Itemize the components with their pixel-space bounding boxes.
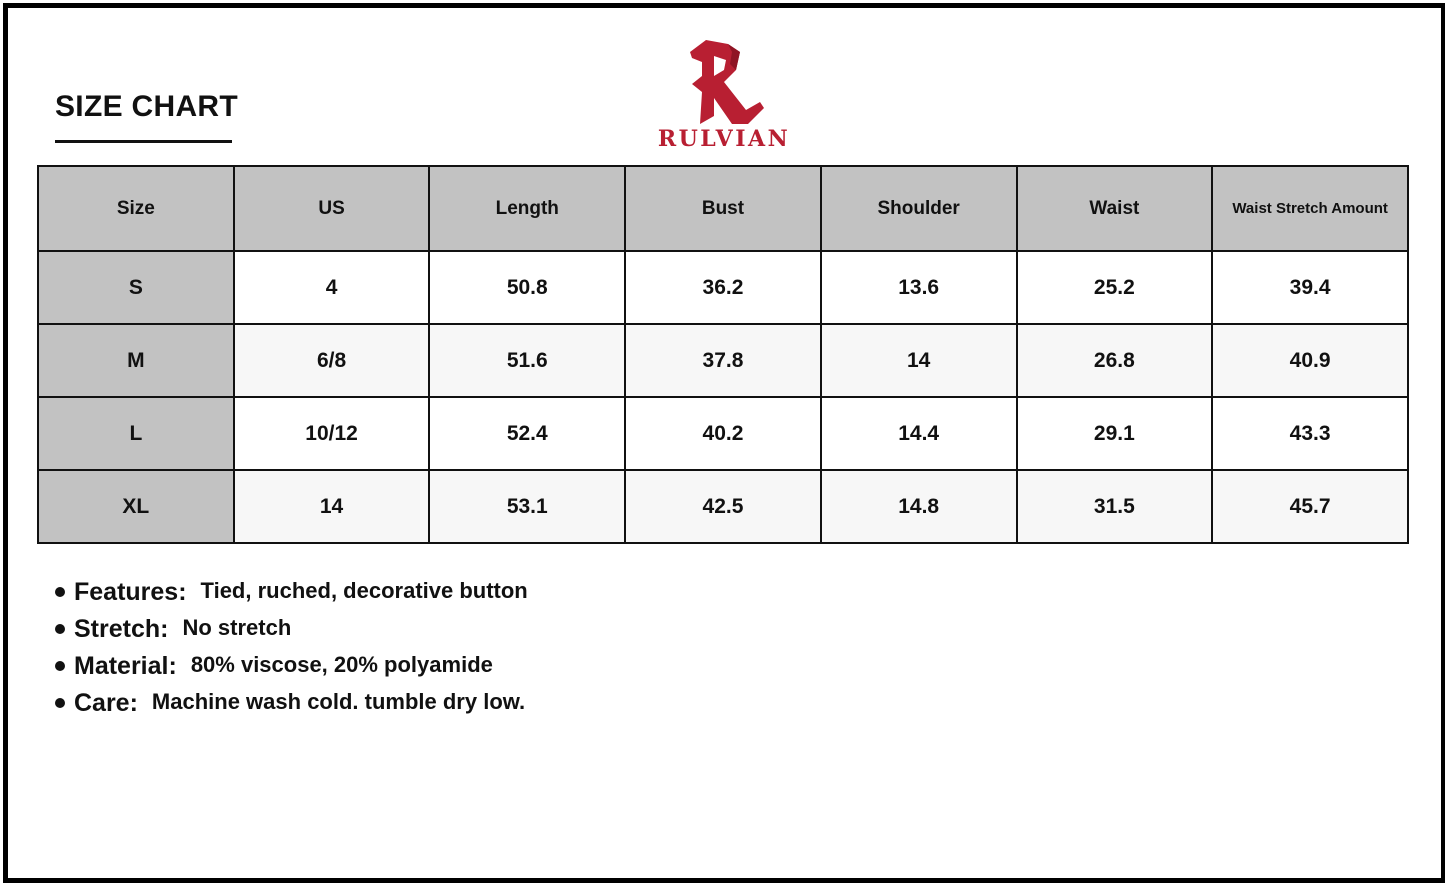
column-header-bust: Bust: [625, 166, 821, 251]
table-cell: 37.8: [625, 324, 821, 397]
table-header-row: [38, 166, 1408, 251]
product-features-list: [53, 574, 853, 722]
page-title: SIZE CHART: [55, 90, 238, 123]
feature-value: No stretch: [182, 615, 292, 640]
table-cell: 13.6: [821, 251, 1017, 324]
bullet-icon: [55, 698, 65, 708]
column-header-us: US: [234, 166, 430, 251]
size-cell: XL: [38, 470, 234, 543]
size-cell: M: [38, 324, 234, 397]
bullet-icon: [55, 624, 65, 634]
feature-value: Machine wash cold. tumble dry low.: [151, 689, 526, 714]
brand-logo: [651, 38, 797, 154]
column-header-shoulder: Shoulder: [821, 166, 1017, 251]
size-cell: L: [38, 397, 234, 470]
title-underline: [55, 140, 232, 143]
table-cell: 39.4: [1212, 251, 1408, 324]
table-cell: 52.4: [429, 397, 625, 470]
table-cell: 36.2: [625, 251, 821, 324]
feature-value: 80% viscose, 20% polyamide: [190, 652, 493, 677]
table-cell: 10/12: [234, 397, 430, 470]
table-cell: 14: [234, 470, 430, 543]
table-cell: 26.8: [1017, 324, 1213, 397]
feature-item-care: [53, 685, 853, 722]
table-row: [38, 324, 1408, 397]
feature-item-features: [53, 574, 853, 611]
table-cell: 40.9: [1212, 324, 1408, 397]
table-cell: 51.6: [429, 324, 625, 397]
column-header-waist-stretch: Waist Stretch Amount: [1212, 166, 1408, 251]
feature-value: Tied, ruched, decorative button: [200, 578, 528, 603]
table-row: [38, 397, 1408, 470]
column-header-length: Length: [429, 166, 625, 251]
feature-label: Care:: [74, 689, 138, 717]
table-cell: 25.2: [1017, 251, 1213, 324]
feature-label: Features:: [74, 578, 187, 606]
table-cell: 31.5: [1017, 470, 1213, 543]
column-header-size: Size: [38, 166, 234, 251]
bullet-icon: [55, 587, 65, 597]
table-cell: 6/8: [234, 324, 430, 397]
bullet-icon: [55, 661, 65, 671]
table-cell: 40.2: [625, 397, 821, 470]
size-chart-table: [37, 165, 1409, 544]
table-cell: 43.3: [1212, 397, 1408, 470]
table-cell: 50.8: [429, 251, 625, 324]
table-cell: 29.1: [1017, 397, 1213, 470]
stylized-r-logo-icon: [684, 40, 764, 124]
feature-label: Stretch:: [74, 615, 169, 643]
feature-label: Material:: [74, 652, 177, 680]
table-cell: 4: [234, 251, 430, 324]
table-row: [38, 251, 1408, 324]
column-header-waist: Waist: [1017, 166, 1213, 251]
table-cell: 14.8: [821, 470, 1017, 543]
size-cell: S: [38, 251, 234, 324]
table-cell: 45.7: [1212, 470, 1408, 543]
table-row: [38, 470, 1408, 543]
feature-item-material: [53, 648, 853, 685]
table-cell: 14.4: [821, 397, 1017, 470]
table-cell: 14: [821, 324, 1017, 397]
table-cell: 53.1: [429, 470, 625, 543]
feature-item-stretch: [53, 611, 853, 648]
brand-name: RULVIAN: [657, 126, 791, 152]
table-cell: 42.5: [625, 470, 821, 543]
